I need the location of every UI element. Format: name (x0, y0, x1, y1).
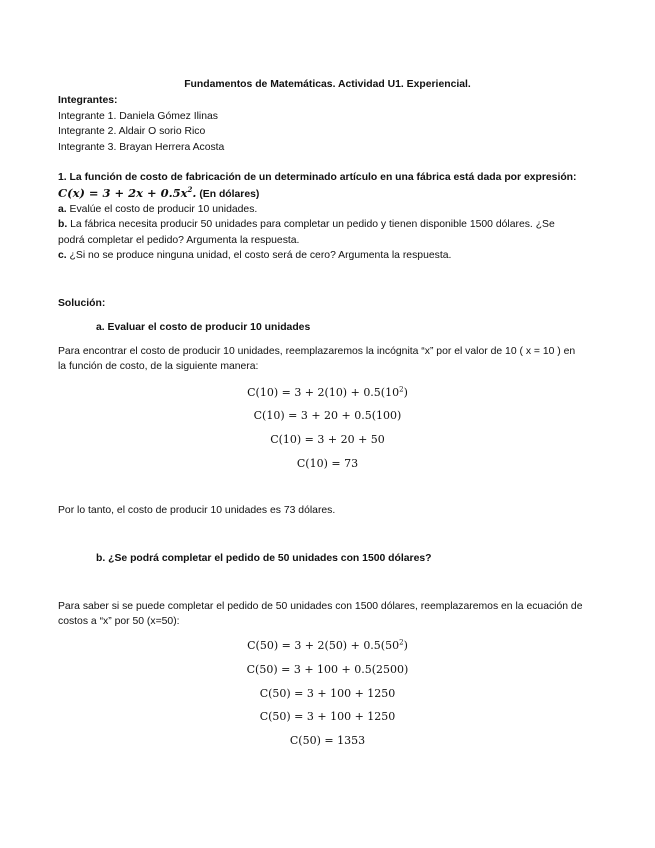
equation: C(50) = 3 + 100 + 0.5(2500) (246, 663, 409, 676)
members-heading: Integrantes: (58, 95, 118, 106)
problem-item-b: b. La fábrica necesita producir 50 unidades para completar un pedido y tienen disponible 1500 dólares. ¿Se (58, 219, 555, 230)
member-item: Integrante 2. Aldair O sorio Rico (58, 126, 206, 137)
problem-intro: 1. La función de costo de fabricación de un determinado artículo en una fábrica está dada por expresión: (58, 172, 577, 183)
equation: C(50) = 3 + 100 + 1250 (259, 687, 396, 700)
part-a-paragraph-cont: la función de costo, de la siguiente manera: (58, 361, 259, 372)
part-b-paragraph: Para saber si se puede completar el pedido de 50 unidades con 1500 dólares, reemplazaremos en la ecuación de (58, 601, 583, 612)
document-title: Fundamentos de Matemáticas. Actividad U1. Experiencial. (184, 79, 471, 90)
problem-item-b-cont: podrá completar el pedido? Argumenta la respuesta. (58, 235, 300, 246)
equation: C(10) = 73 (296, 457, 359, 470)
problem-item-c: c. ¿Si no se produce ninguna unidad, el costo será de cero? Argumenta la respuesta. (58, 250, 452, 261)
part-b-paragraph-cont: costos a “x” por 50 (x=50): (58, 616, 180, 627)
part-a-title: a. Evaluar el costo de producir 10 unidades (96, 322, 311, 333)
equation: C(50) = 1353 (289, 734, 366, 747)
member-item: Integrante 1. Daniela Gómez Ilinas (58, 111, 218, 122)
member-item: Integrante 3. Brayan Herrera Acosta (58, 142, 225, 153)
formula-expression: $C(x) = 3 + 2x + 0.5x^2$. (58, 185, 197, 200)
equation: $C(50) = 3 + 2(50) + 0.5(50^2)$ (247, 638, 408, 652)
equation: C(10) = 3 + 20 + 0.5(100) (253, 409, 402, 422)
solution-heading: Solución: (58, 298, 106, 309)
equation: C(10) = 3 + 20 + 50 (270, 433, 385, 446)
part-a-conclusion: Por lo tanto, el costo de producir 10 unidades es 73 dólares. (58, 505, 336, 516)
problem-formula (58, 186, 615, 200)
part-b-title: b. ¿Se podrá completar el pedido de 50 unidades con 1500 dólares? (96, 553, 432, 564)
equation: C(50) = 3 + 100 + 1250 (259, 710, 396, 723)
problem-item-a: a. Evalúe el costo de producir 10 unidades. (58, 204, 258, 215)
part-a-paragraph: Para encontrar el costo de producir 10 unidades, reemplazaremos la incógnita “x” por el valor de 10 ( x = 10 ) en (58, 346, 576, 357)
formula-note: (En dólares) (196, 189, 260, 200)
equation: $C(10) = 3 + 2(10) + 0.5(10^2)$ (247, 385, 408, 399)
